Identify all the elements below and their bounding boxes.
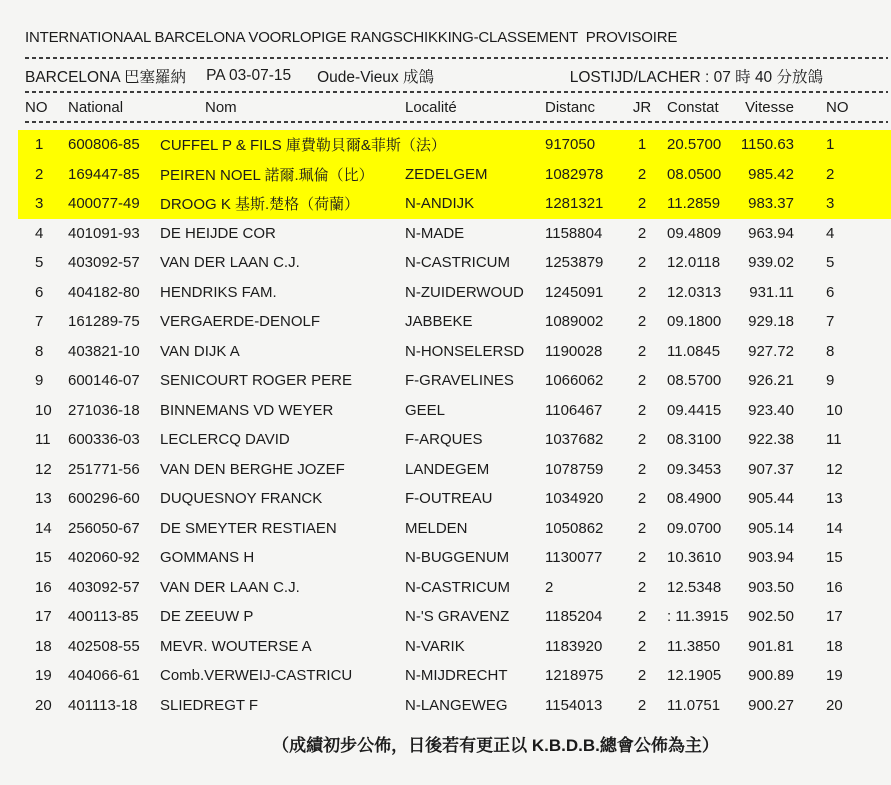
cell-jr: 2 <box>637 254 647 272</box>
cell-rank-right: 10 <box>826 401 843 419</box>
table-row <box>18 219 891 249</box>
cell-national-ring: 600336-03 <box>68 431 140 449</box>
cell-locality: JABBEKE <box>405 313 473 331</box>
cell-locality: MELDEN <box>405 519 468 537</box>
cell-fancier-name: Comb.VERWEIJ-CASTRICU <box>160 667 353 685</box>
cell-rank-right: 5 <box>826 254 835 272</box>
cell-rank: 11 <box>35 431 51 449</box>
cell-rank: 16 <box>35 578 52 596</box>
cell-locality: N-VARIK <box>405 637 465 655</box>
cell-distance: 1253879 <box>545 254 604 272</box>
column-header-constat: Constat <box>667 98 719 116</box>
cell-rank-right: 7 <box>826 313 835 331</box>
cell-distance: 1066062 <box>545 372 604 390</box>
cell-distance: 1106467 <box>545 401 603 419</box>
cell-rank-right: 1 <box>826 136 835 154</box>
cell-distance: 1034920 <box>545 490 604 508</box>
column-header-jr: JR <box>632 98 652 116</box>
cell-rank: 18 <box>35 637 52 655</box>
cell-jr: 2 <box>637 165 647 183</box>
results-table <box>18 130 891 720</box>
cell-fancier-name: VAN DER LAAN C.J. <box>160 254 300 272</box>
cell-rank-right: 19 <box>826 667 843 685</box>
cell-locality: N-LANGEWEG <box>405 696 508 714</box>
cell-speed: 926.21 <box>748 372 794 390</box>
cell-national-ring: 271036-18 <box>68 401 140 419</box>
cell-jr: 2 <box>637 460 647 478</box>
cell-rank: 2 <box>35 165 44 183</box>
cell-rank: 7 <box>35 313 44 331</box>
release-time: LOSTIJD/LACHER : 07 時 40 分放鴿 <box>569 69 823 86</box>
cell-jr: 2 <box>637 608 647 626</box>
table-row <box>18 366 891 396</box>
category-label: Oude-Vieux 成鴿 <box>317 69 434 86</box>
cell-locality: N-BUGGENUM <box>405 549 510 567</box>
cell-speed: 901.81 <box>748 637 794 655</box>
cell-speed: 939.02 <box>748 254 794 272</box>
cell-jr: 2 <box>637 401 647 419</box>
divider-dashed-bottom <box>25 121 888 123</box>
cell-national-ring: 400113-85 <box>68 608 139 626</box>
cell-rank: 10 <box>35 401 52 419</box>
cell-fancier-name: VAN DIJK A <box>160 342 240 360</box>
cell-locality: N-MIJDRECHT <box>405 667 508 685</box>
cell-clocking-time: 11.3850 <box>667 637 721 655</box>
cell-locality: F-OUTREAU <box>405 490 493 508</box>
cell-jr: 2 <box>637 549 647 567</box>
table-row <box>18 514 891 544</box>
table-row <box>18 337 891 367</box>
cell-rank-right: 4 <box>826 224 835 242</box>
cell-fancier-name: HENDRIKS FAM. <box>160 283 277 301</box>
cell-speed: 985.42 <box>748 165 794 183</box>
cell-rank: 12 <box>35 460 52 478</box>
cell-rank-right: 18 <box>826 637 843 655</box>
race-name: BARCELONA 巴塞羅納 <box>25 69 187 86</box>
cell-national-ring: 403092-57 <box>68 578 140 596</box>
cell-clocking-time: 09.1800 <box>667 313 722 331</box>
cell-speed: 905.44 <box>748 490 794 508</box>
cell-national-ring: 600296-60 <box>68 490 140 508</box>
cell-jr: 2 <box>637 342 647 360</box>
cell-fancier-name: VAN DEN BERGHE JOZEF <box>160 460 345 478</box>
cell-national-ring: 403821-10 <box>68 342 140 360</box>
table-row <box>18 160 891 190</box>
column-header-vitesse: Vitesse <box>745 98 794 116</box>
cell-speed: 907.37 <box>748 460 794 478</box>
cell-national-ring: 256050-67 <box>68 519 140 537</box>
column-header-localite: Localité <box>405 98 457 116</box>
table-row <box>18 661 891 691</box>
cell-clocking-time: 12.0118 <box>667 254 721 272</box>
table-row <box>18 691 891 721</box>
cell-speed: 923.40 <box>748 401 794 419</box>
cell-distance: 1082978 <box>545 165 604 183</box>
divider-dashed-middle <box>25 91 888 93</box>
cell-jr: 2 <box>637 224 647 242</box>
cell-rank-right: 3 <box>826 195 835 213</box>
session-code: PA 03-07-15 <box>206 67 292 84</box>
cell-speed: 900.89 <box>748 667 794 685</box>
table-row <box>18 307 891 337</box>
column-headers <box>18 95 891 119</box>
table-row <box>18 425 891 455</box>
cell-rank: 6 <box>35 283 44 301</box>
cell-distance: 917050 <box>545 136 596 154</box>
cell-clocking-time: 12.0313 <box>667 283 722 301</box>
cell-jr: 2 <box>637 431 647 449</box>
cell-speed: 931.11 <box>749 283 794 301</box>
cell-distance: 1078759 <box>545 460 604 478</box>
cell-clocking-time: 08.0500 <box>667 165 722 183</box>
cell-rank: 17 <box>35 608 52 626</box>
table-row <box>18 484 891 514</box>
cell-fancier-name: BINNEMANS VD WEYER <box>160 401 334 419</box>
cell-rank-right: 14 <box>826 519 843 537</box>
cell-speed: 922.38 <box>748 431 794 449</box>
cell-jr: 2 <box>637 313 647 331</box>
cell-rank-right: 9 <box>826 372 835 390</box>
cell-jr: 2 <box>637 283 647 301</box>
cell-rank: 1 <box>35 136 44 154</box>
cell-clocking-time: : 11.3915 <box>667 608 729 626</box>
cell-distance: 1130077 <box>545 549 603 567</box>
cell-fancier-name: DUQUESNOY FRANCK <box>160 490 323 508</box>
cell-distance: 1245091 <box>545 283 604 301</box>
cell-rank-right: 12 <box>826 460 843 478</box>
cell-national-ring: 251771-56 <box>68 460 140 478</box>
cell-rank: 9 <box>35 372 44 390</box>
cell-national-ring: 161289-75 <box>68 313 140 331</box>
cell-national-ring: 401091-93 <box>68 224 140 242</box>
cell-clocking-time: 08.3100 <box>667 431 722 449</box>
cell-rank-right: 6 <box>826 283 835 301</box>
cell-distance: 1281321 <box>545 195 604 213</box>
cell-rank-right: 13 <box>826 490 843 508</box>
cell-rank: 15 <box>35 549 52 567</box>
cell-jr: 2 <box>637 490 647 508</box>
cell-rank: 8 <box>35 342 44 360</box>
table-row <box>18 543 891 573</box>
cell-rank-right: 20 <box>826 696 843 714</box>
cell-fancier-name: CUFFEL P & FILS 庫費勒貝爾&菲斯（法） <box>160 137 446 155</box>
cell-national-ring: 600146-07 <box>68 372 140 390</box>
cell-fancier-name: VERGAERDE-DENOLF <box>160 313 321 331</box>
cell-locality: N-ZUIDERWOUD <box>405 283 524 301</box>
cell-rank-right: 16 <box>826 578 843 596</box>
cell-distance: 1183920 <box>545 637 603 655</box>
cell-clocking-time: 09.4809 <box>667 224 722 242</box>
cell-national-ring: 403092-57 <box>68 254 140 272</box>
cell-fancier-name: GOMMANS H <box>160 549 255 567</box>
table-row <box>18 602 891 632</box>
cell-clocking-time: 09.3453 <box>667 460 722 478</box>
cell-clocking-time: 08.4900 <box>667 490 722 508</box>
cell-jr: 2 <box>637 519 647 537</box>
cell-locality: N-'S GRAVENZ <box>405 608 510 626</box>
cell-clocking-time: 11.0751 <box>667 696 721 714</box>
cell-distance: 1218975 <box>545 667 604 685</box>
cell-locality: ZEDELGEM <box>405 165 488 183</box>
cell-locality: N-HONSELERSD <box>405 342 525 360</box>
cell-fancier-name: LECLERCQ DAVID <box>160 431 290 449</box>
cell-national-ring: 401113-18 <box>68 696 138 714</box>
cell-speed: 927.72 <box>748 342 794 360</box>
cell-rank: 19 <box>35 667 52 685</box>
cell-rank-right: 8 <box>826 342 835 360</box>
cell-locality: N-CASTRICUM <box>405 578 510 596</box>
cell-fancier-name: DE HEIJDE COR <box>160 224 276 242</box>
cell-national-ring: 169447-85 <box>68 165 140 183</box>
cell-fancier-name: DE SMEYTER RESTIAEN <box>160 519 337 537</box>
cell-national-ring: 600806-85 <box>68 136 140 154</box>
column-header-national: National <box>68 98 124 116</box>
cell-speed: 905.14 <box>748 519 794 537</box>
cell-distance: 1190028 <box>545 342 603 360</box>
cell-distance: 1050862 <box>545 519 604 537</box>
cell-clocking-time: 12.1905 <box>667 667 722 685</box>
cell-speed: 963.94 <box>748 224 794 242</box>
cell-distance: 1158804 <box>545 224 603 242</box>
column-header-distanc: Distanc <box>545 98 596 116</box>
table-row <box>18 130 891 160</box>
cell-fancier-name: DROOG K 基斯.楚格（荷蘭） <box>160 196 360 214</box>
cell-locality: LANDEGEM <box>405 460 490 478</box>
cell-jr: 2 <box>637 667 647 685</box>
cell-jr: 2 <box>637 578 647 596</box>
cell-speed: 902.50 <box>748 608 794 626</box>
cell-distance: 2 <box>545 578 554 596</box>
cell-locality: N-MADE <box>405 224 465 242</box>
cell-distance: 1154013 <box>545 696 603 714</box>
cell-speed: 983.37 <box>748 195 794 213</box>
column-header-nom: Nom <box>205 98 237 116</box>
cell-speed: 903.50 <box>748 578 794 596</box>
cell-locality: N-ANDIJK <box>405 195 475 213</box>
cell-rank-right: 15 <box>826 549 843 567</box>
cell-national-ring: 404182-80 <box>68 283 140 301</box>
column-header-no-right: NO <box>826 98 849 116</box>
cell-speed: 1150.63 <box>740 136 794 154</box>
cell-clocking-time: 09.0700 <box>667 519 722 537</box>
cell-clocking-time: 08.5700 <box>667 372 722 390</box>
cell-clocking-time: 12.5348 <box>667 578 722 596</box>
table-row <box>18 278 891 308</box>
cell-distance: 1185204 <box>545 608 603 626</box>
cell-rank: 20 <box>35 696 52 714</box>
column-header-no: NO <box>25 98 48 116</box>
cell-locality: F-GRAVELINES <box>405 372 514 390</box>
cell-locality: N-CASTRICUM <box>405 254 510 272</box>
cell-locality: F-ARQUES <box>405 431 483 449</box>
cell-fancier-name: PEIREN NOEL 諾爾.珮倫（比） <box>160 166 374 184</box>
cell-speed: 900.27 <box>748 696 794 714</box>
cell-rank-right: 2 <box>826 165 835 183</box>
cell-national-ring: 402508-55 <box>68 637 140 655</box>
cell-fancier-name: SLIEDREGT F <box>160 696 259 714</box>
cell-fancier-name: VAN DER LAAN C.J. <box>160 578 300 596</box>
cell-jr: 1 <box>637 136 647 154</box>
cell-distance: 1089002 <box>545 313 604 331</box>
cell-clocking-time: 20.5700 <box>667 136 722 154</box>
table-row <box>18 396 891 426</box>
cell-speed: 903.94 <box>748 549 794 567</box>
cell-rank: 5 <box>35 254 44 272</box>
table-row <box>18 189 891 219</box>
cell-locality: GEEL <box>405 401 446 419</box>
cell-rank: 13 <box>35 490 52 508</box>
report-title: INTERNATIONAAL BARCELONA VOORLOPIGE RANGSCHIKKING-CLASSEMENT PROVISOIRE <box>25 29 678 46</box>
cell-jr: 2 <box>637 637 647 655</box>
cell-distance: 1037682 <box>545 431 604 449</box>
cell-fancier-name: DE ZEEUW P <box>160 608 254 626</box>
cell-jr: 2 <box>637 195 647 213</box>
table-row <box>18 248 891 278</box>
cell-rank-right: 11 <box>826 431 842 449</box>
cell-national-ring: 402060-92 <box>68 549 140 567</box>
cell-clocking-time: 11.2859 <box>667 195 721 213</box>
cell-fancier-name: MEVR. WOUTERSE A <box>160 637 312 655</box>
cell-rank: 4 <box>35 224 44 242</box>
cell-rank: 14 <box>35 519 52 537</box>
table-row <box>18 573 891 603</box>
table-row <box>18 632 891 662</box>
divider-dashed-top <box>25 57 888 59</box>
cell-fancier-name: SENICOURT ROGER PERE <box>160 372 352 390</box>
cell-rank: 3 <box>35 195 44 213</box>
footer-note: （成績初步公佈，日後若有更正以 K.B.D.B.總會公佈為主） <box>272 736 719 755</box>
race-info-bar <box>0 65 891 87</box>
cell-clocking-time: 09.4415 <box>667 401 722 419</box>
cell-jr: 2 <box>637 372 647 390</box>
cell-clocking-time: 10.3610 <box>667 549 722 567</box>
table-row <box>18 455 891 485</box>
cell-clocking-time: 11.0845 <box>667 342 721 360</box>
cell-speed: 929.18 <box>748 313 794 331</box>
cell-jr: 2 <box>637 696 647 714</box>
cell-rank-right: 17 <box>826 608 843 626</box>
cell-national-ring: 404066-61 <box>68 667 140 685</box>
cell-national-ring: 400077-49 <box>68 195 140 213</box>
